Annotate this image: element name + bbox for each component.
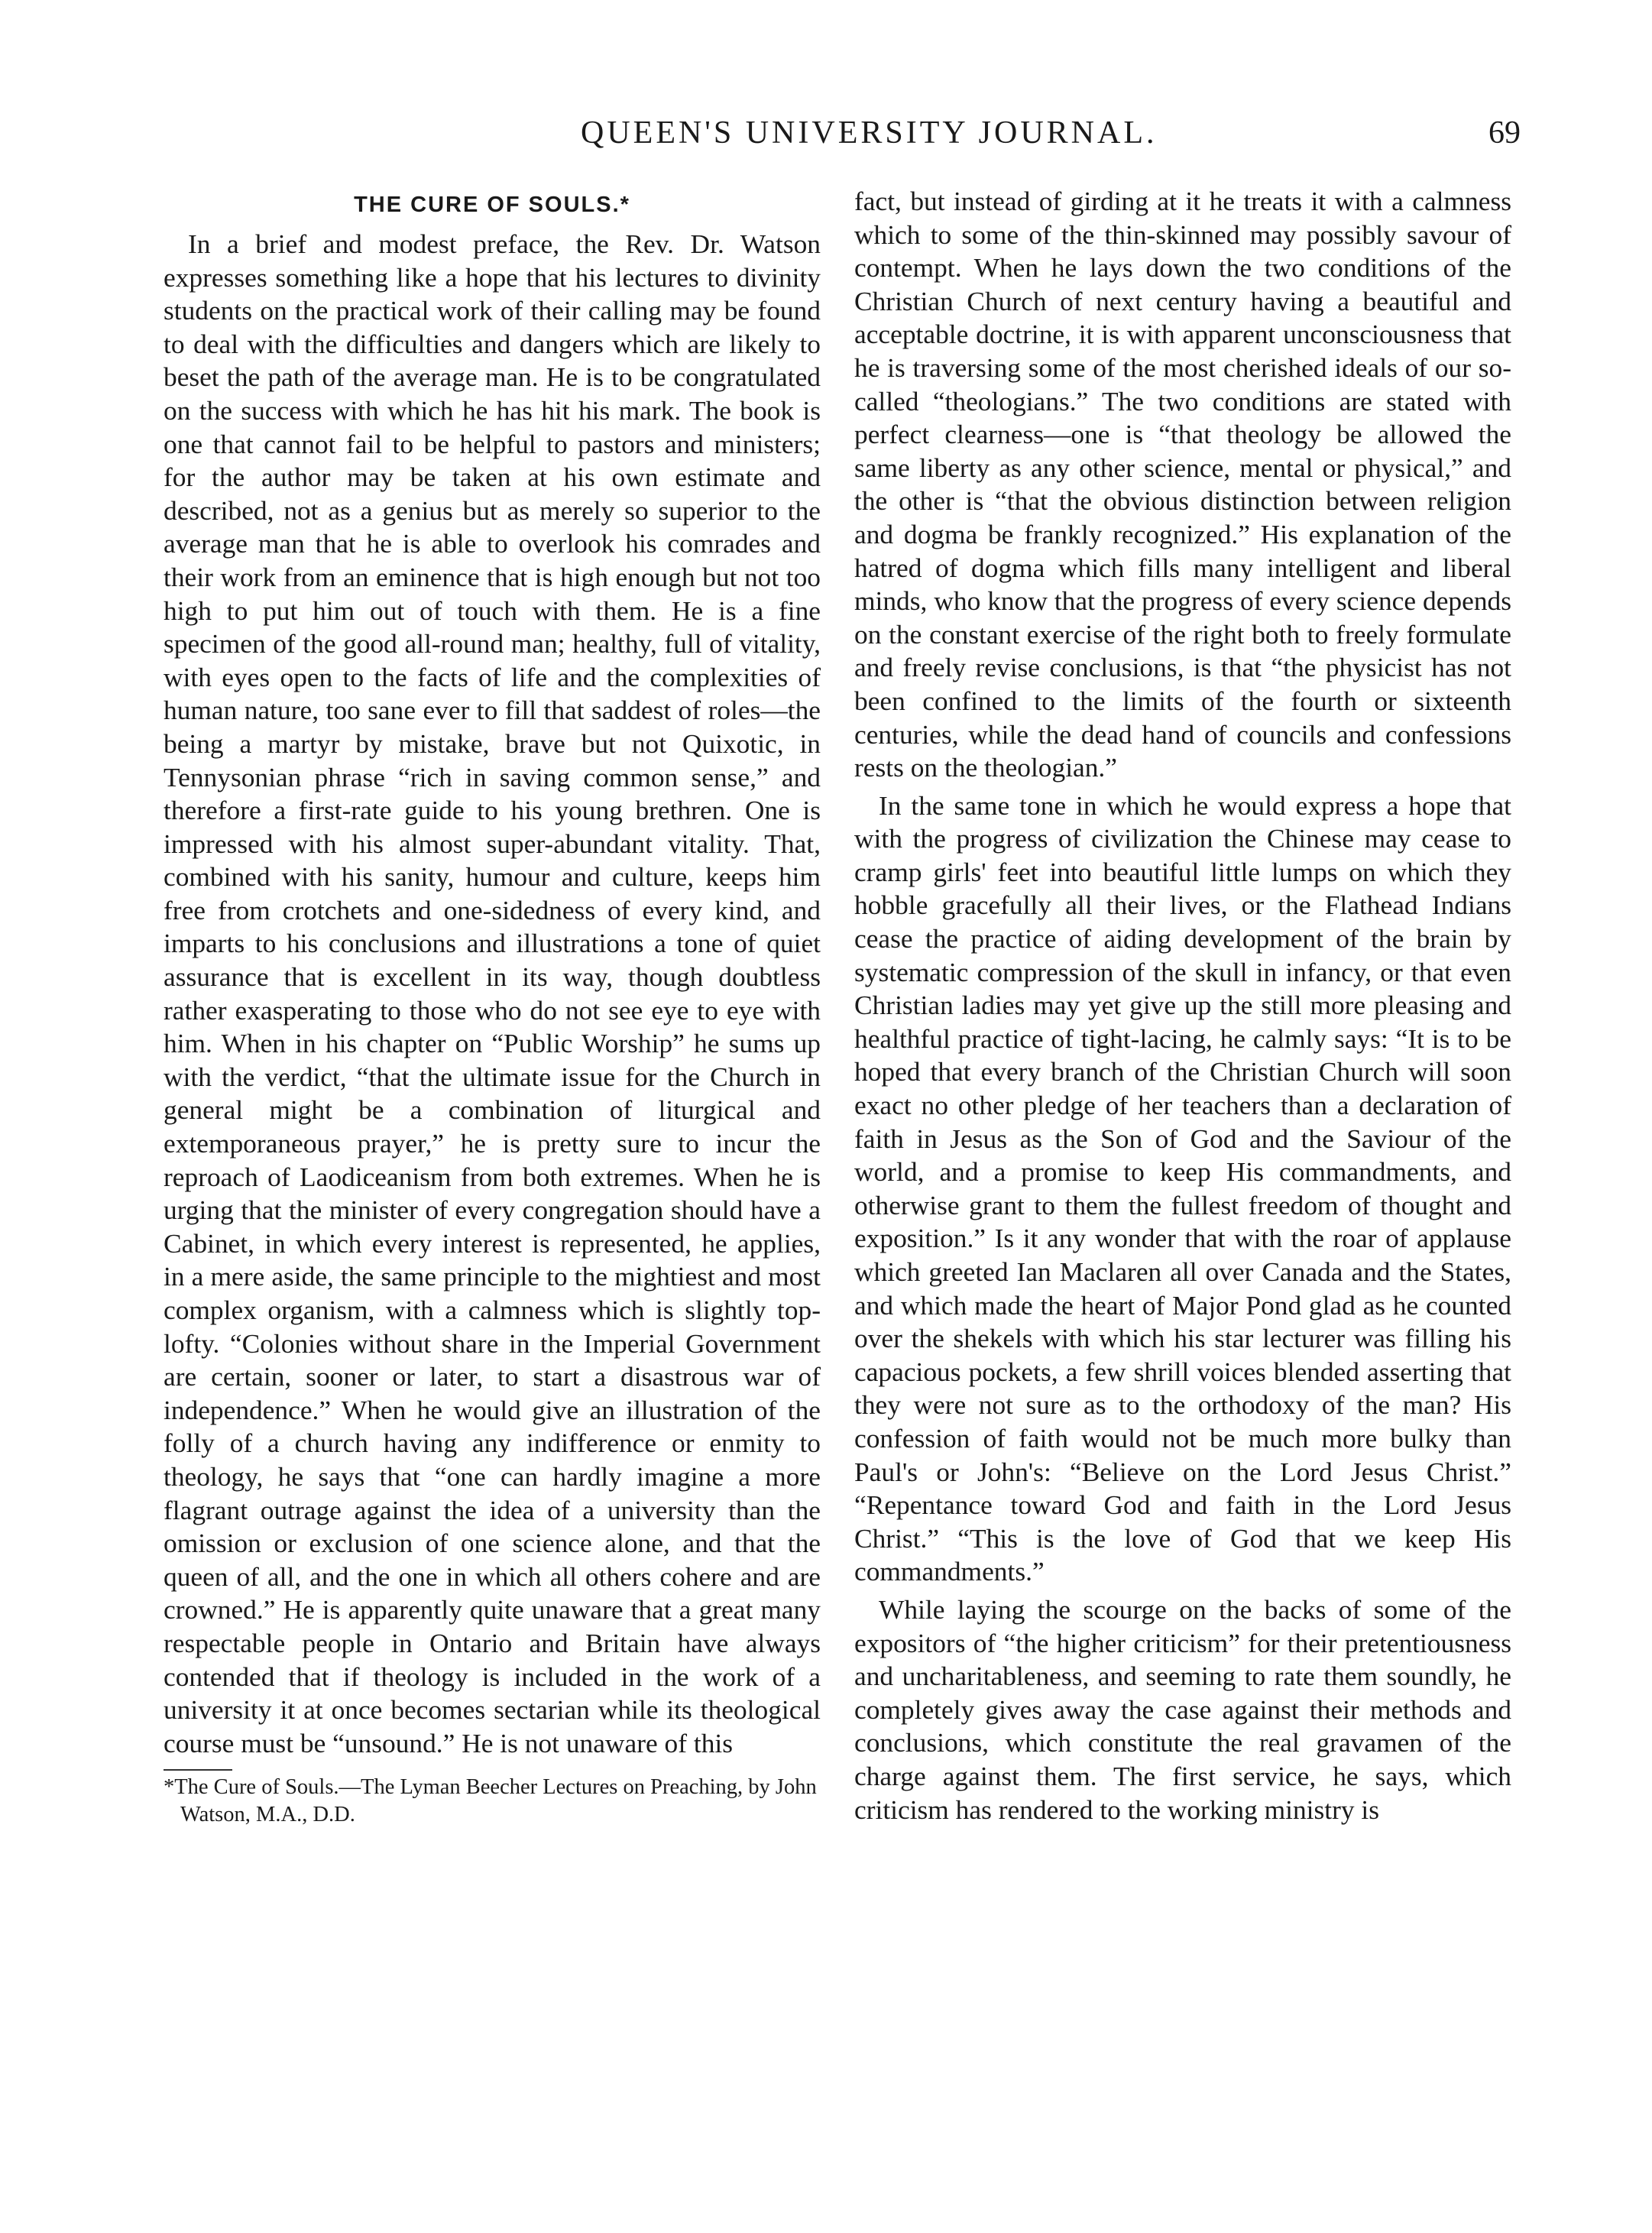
page-header (153, 115, 1528, 160)
article-title: THE CURE OF SOULS.* (354, 193, 630, 217)
paragraph: In a brief and modest preface, the Rev. Dr. Watson expresses something like a hope that his lectures to divinity students on the practical work of their calling may be found to deal with the difficulties and dangers which are likely to beset the path of the average man. He is to be congratulated on the success with which he has hit his mark. The book is one that cannot fail to be helpful to pastors and ministers; for the author may be taken at his own estimate and described, not as a genius but as merely so superior to the average man that he is able to overlook his comrades and their work from an eminence that is high enough but not too high to put him out of touch with them. He is a fine specimen of the good all-round man; healthy, full of vitality, with eyes open to the facts of life and the complexities of human nature, too sane ever to fill that saddest of roles—the being a martyr by mistake, brave but not Quixotic, in Tennysonian phrase “rich in saving common sense,” and therefore a first-rate guide to his young brethren. One is impressed with his almost super-abundant vitality. That, combined with his sanity, humour and culture, keeps him free from crotchets and one-sidedness of every kind, and imparts to his conclusions and illustrations a tone of quiet assurance that is excellent in its way, though doubtless rather exasperating to those who do not see eye to eye with him. When in his chapter on “Public Worship” he sums up with the verdict, “that the ultimate issue for the Church in general might be a combination of liturgical and extemporaneous prayer,” he is pretty sure to incur the reproach of Laodiceanism from both extremes. When he is urging that the minister of every congregation should have a Cabinet, in which every interest is represented, he applies, in a mere aside, the same principle to the mightiest and most complex organism, with a calmness which is slightly top-lofty. “Colonies without share in the Imperial Government are certain, sooner or later, to start a disastrous war of independence.” When he would give an illustration of the folly of a church having any indifference or enmity to theology, he says that “one can hardly imagine a more flagrant outrage against the idea of a university than the omission or exclusion of one science alone, and that the queen of all, and the one in which all others cohere and are crowned.” He is apparently quite unaware that a great many respectable people in Ontario and Britain have always contended that if theology is included in the work of a university it at once becomes sectarian while its theological course must be “unsound.” He is not unaware of this (164, 228, 821, 1758)
page-number: 69 (1488, 115, 1521, 151)
left-column (164, 185, 821, 1829)
paragraph: While laying the scourge on the backs of some of the expositors of “the higher criticism” for their pretentiousness and uncharitableness, and seeming to rate them soundly, he completely gives away the case against their methods and conclusions, which constitute the real gravamen of the charge against them. The first service, he says, which criticism has rendered to the working ministry is (854, 1593, 1511, 1825)
paragraph: In the same tone in which he would express a hope that with the progress of civilization the Chinese may cease to cramp girls' feet into beautiful little lumps on which they hobble gracefully all their lives, or the Flathead Indians cease the practice of aiding development of the brain by systematic compression of the skull in infancy, or that even Christian ladies may yet give up the still more pleasing and healthful practice of tight-lacing, he calmly says: “It is to be hoped that every branch of the Christian Church will soon exact no other pledge of her teachers than a declaration of faith in Jesus as the Son of God and the Saviour of the world, and a promise to keep His commandments, and otherwise grant to them the fullest freedom of thought and exposition.” Is it any wonder that with the roar of applause which greeted Ian Maclaren all over Canada and the States, and which made the heart of Major Pond glad as he counted over the shekels with which his star lecturer was filling his capacious pockets, a few shrill voices blended asserting that they were not sure as to the orthodoxy of the man? His confession of faith would not be much more bulky than Paul's or John's: “Believe on the Lord Jesus Christ.” “Repentance toward God and faith in the Lord Jesus Christ.” “This is the love of God that we keep His commandments.” (854, 789, 1511, 1587)
paragraph: fact, but instead of girding at it he treats it with a calmness which to some of the thin-skinned may possibly savour of contempt. When he lays down the two conditions of the Christian Church of next century having a beautiful and acceptable doctrine, it is with apparent unconsciousness that he is traversing some of the most cherished ideals of our so-called “theologians.” The two conditions are stated with perfect clearness—one is “that theology be allowed the same liberty as any other science, mental or physical,” and the other is “that the obvious distinction between religion and dogma be frankly recognized.” His explanation of the hatred of dogma which fills many intelligent and liberal minds, who know that the progress of every science depends on the constant exercise of the right both to freely formulate and freely revise conclusions, is that “the physicist has not been confined to the limits of the fourth or sixteenth centuries, while the dead hand of councils and confessions rests on the theologian.” (854, 186, 1511, 783)
footnote: *The Cure of Souls.—The Lyman Beecher Lectures on Preaching, by John Watson, M.A., D.D. (164, 1775, 817, 1827)
journal-title: QUEEN'S UNIVERSITY JOURNAL. (581, 115, 1158, 151)
right-column (854, 185, 1511, 1826)
footnote-rule (164, 1769, 232, 1771)
